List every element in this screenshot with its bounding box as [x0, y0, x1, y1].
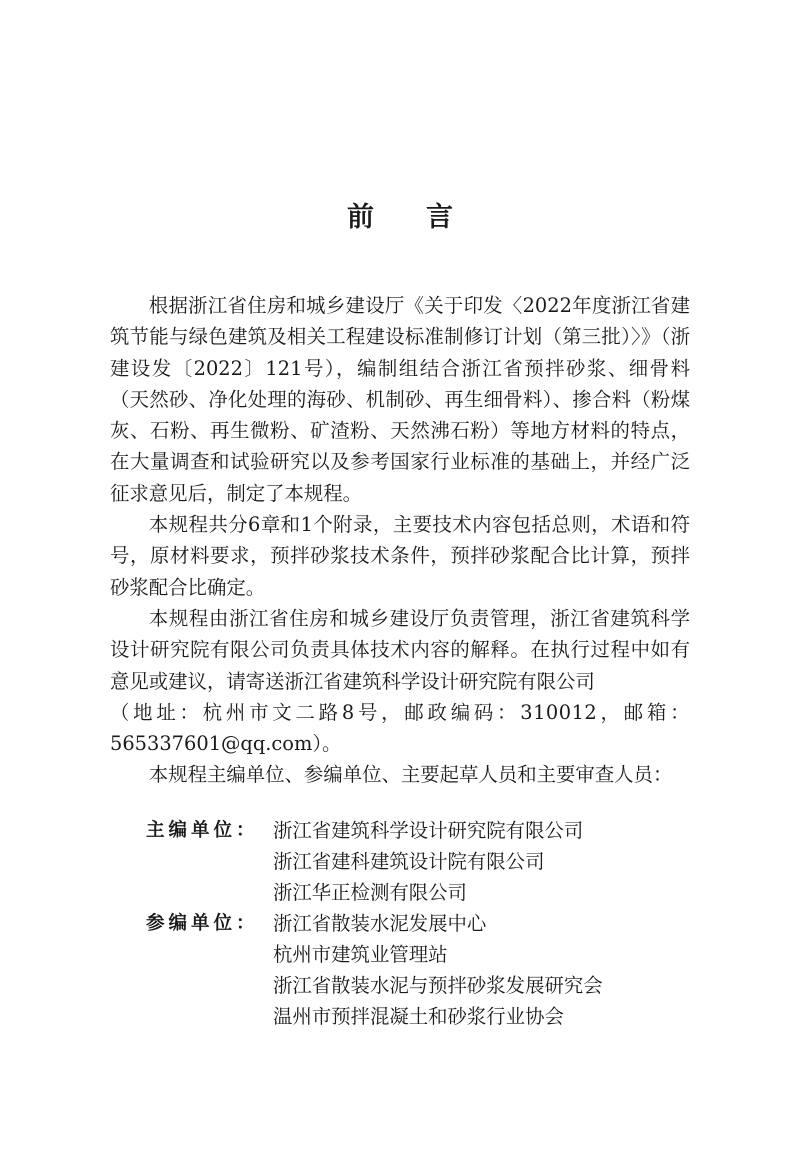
chief-units-list: [273, 815, 583, 908]
page-title-char-2: 言: [426, 202, 453, 233]
list-item: 浙江华正检测有限公司: [273, 881, 467, 904]
list-item: 浙江省建科建筑设计院有限公司: [273, 850, 545, 873]
paragraph-units-intro: 本规程主编单位、参编单位、主要起草人员和主要审查人员：: [148, 763, 673, 787]
paragraph-contents: 本规程共分6章和1个附录，主要技术内容包括总则，术语和符号，原材料要求，预拌砂浆技术条件，预拌砂浆配合比计算，预拌砂浆配合比确定。: [110, 513, 690, 599]
participating-units-label: 参编单位：: [146, 913, 259, 934]
list-item: 浙江省散装水泥与预拌砂浆发展研究会: [273, 974, 603, 997]
participating-units-list: [273, 908, 603, 1032]
paragraph-management: 本规程由浙江省住房和城乡建设厅负责管理，浙江省建筑科学设计研究院有限公司负责具体技术内容的解释。在执行过程中如有意见或建议，请寄送浙江省建筑科学设计研究院有限公司: [110, 606, 690, 693]
preface-body: [110, 290, 690, 791]
page-title-char-1: 前: [347, 202, 374, 233]
list-item: 浙江省散装水泥发展中心: [273, 912, 487, 935]
list-item: 温州市预拌混凝土和砂浆行业协会: [273, 1005, 564, 1028]
chief-units-label: 主编单位：: [146, 820, 259, 841]
list-item: 浙江省建筑科学设计研究院有限公司: [273, 819, 584, 842]
page-title: [0, 198, 800, 238]
paragraph-email: 565337601@qq.com）。: [110, 732, 342, 756]
paragraph-address: （地址：杭州市文二路8号，邮政编码：310012，邮箱：: [110, 700, 690, 724]
list-item: 杭州市建筑业管理站: [273, 943, 448, 966]
participating-units: [146, 908, 706, 1032]
chief-units: [146, 815, 706, 908]
paragraph-basis: 根据浙江省住房和城乡建设厅《关于印发〈2022年度浙江省建筑节能与绿色建筑及相关工程建设标准制修订计划（第三批）〉》（浙建设发〔2022〕121号），编制组结合浙江省预拌砂浆、细骨料（天然砂、净化处理的海砂、机制砂、再生细骨料）、掺合料（粉煤灰、石粉、再生微粉、矿渣粉、天然沸石粉）等地方材料的特点，在大量调查和试验研究以及参考国家行业标准的基础上，并经广泛征求意见后，制定了本规程。: [110, 294, 690, 505]
units-section: [146, 815, 706, 1032]
